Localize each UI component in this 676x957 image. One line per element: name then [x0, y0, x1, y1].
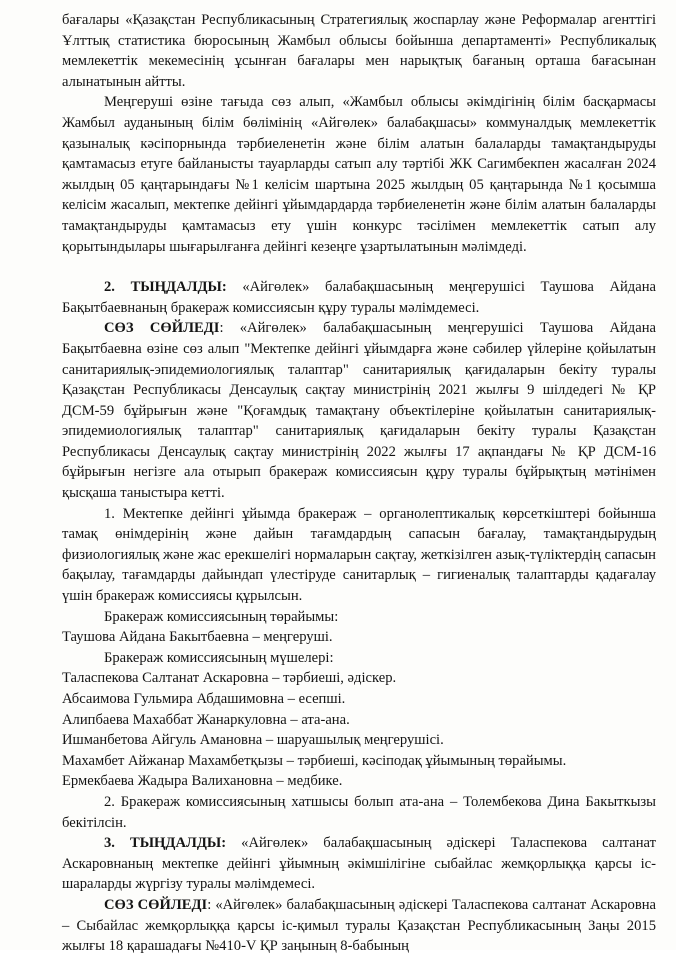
section-3-spoke	[62, 895, 656, 957]
section-2-heard	[62, 277, 656, 318]
member-line: Ишманбетова Айгуль Амановна – шаруашылық меңгерушісі.	[62, 732, 444, 749]
section-spacer	[62, 257, 656, 277]
member-line: Алипбаева Махаббат Жанаркуловна – ата-ана.	[62, 711, 350, 728]
member-line: Ермекбаева Жадыра Валихановна – медбике.	[62, 773, 343, 790]
member-line: Абсаимова Гульмира Абдашимовна – есепші.	[62, 691, 346, 707]
section-3-spoke-label: СӨЗ СӨЙЛЕДІ	[104, 896, 208, 913]
decision-item-2: 2. Бракераж комиссиясының хатшысы болып ата-ана – Толембекова Дина Бакыткызы бекітілсін.	[62, 793, 656, 831]
section-3-heard-label: 3. ТЫҢДАЛДЫ:	[104, 835, 227, 852]
commission-chair-name: Таушова Айдана Бакытбаевна – меңгеруші.	[62, 629, 333, 646]
section-3-heard	[62, 833, 656, 895]
commission-members-heading: Бракераж комиссиясының мүшелері:	[104, 649, 334, 666]
document-body	[62, 10, 656, 957]
section-2-heard-label: 2. ТЫҢДАЛДЫ:	[104, 279, 227, 296]
section-2-heard-text: «Айгөлек» балабақшасының меңгерушісі Таушова Айдана Бақытбаевнаның бракераж комиссиясын құру туралы мәлімдемесі.	[62, 279, 656, 316]
section-2-spoke	[62, 318, 656, 503]
section-2-spoke-text: : «Айгөлек» балабақшасының меңгерушісі Таушова Айдана Бақытбаевна өзіне сөз алып "Мектепке дейінгі ұйымдарға және сәбилер үйлеріне қойылатын санитариялық-эпидемиологиялық талаптар" санитариялық қағидаларын бекіту туралы Қазақстан Республикасы Денсаулық сақтау министрінің 2021 жылғы 9 шілдедегі № ҚР ДСМ-59 бұйрығын және "Қоғамдық тамақтану объектілеріне қойылатын санитариялық-эпидемиологиялық талаптар" санитариялық қағидаларын бекіту туралы Қазақстан Республикасы Денсаулық сақтау министрінің 2022 жылғы 17 ақпандағы № ҚР ДСМ-16 бұйрығын негізге ала отырып бракераж комиссиясын құру туралы бұйрықтың мәтінімен қысқаша таныстыра кетті.	[62, 320, 656, 502]
commission-chair-heading: Бракераж комиссиясының төрайымы:	[104, 608, 339, 625]
section-3-heard-text: «Айгөлек» балабақшасының әдіскері Таласпекова салтанат Аскаровнаның мектепке дейінгі ұйымның әкімшілігіне сыбайлас жемқорлыққа қарсы іс-шараларды жүргізу туралы мәлімдемесі.	[62, 835, 656, 893]
paragraph-prices: бағалары «Қазақстан Республикасының Стратегиялық жоспарлау және Реформалар агенттігі Ұлттық статистика бюросының Жамбыл облысы бойынша департаменті» Республикалық мемлекеттік мекемесінің ұсынған бағалары мен нарықтық бағаның орташа бағасынан алынатынын айтты.	[62, 12, 656, 90]
paragraph-manager-statement: Меңгеруші өзіне тағыда сөз алып, «Жамбыл облысы әкімдігінің білім басқармасы Жамбыл ауданының білім бөлімінің «Айгөлек» балабақшасы» коммуналдық мемлекеттік қазыналық кәсіпорнында тәрбиеленетін және білім алатын балаларды тамақтандыруды қамтамасыз етуге байланысты тауарларды сатып алу тәртібі ЖК Сагимбекпен жасалған 2024 жылдың 05 қаңтарындағы №1 келісім шартына 2025 жылдың 05 қаңтарында №1 қосымша келісім жасалып, мектепке дейінгі ұйымдардарда тәрбиеленетін және білім алатын балаларды тамақтандыруды қамтамасыз ету үшін конкурс тәсілімен мемлекеттік сатып алу қорытындылары шығарылғанға дейінгі кезеңге ұзартылатынын мәлімдеді.	[62, 94, 656, 255]
member-line: Махамбет Айжанар Махамбетқызы – тәрбиеші, кәсіподақ ұйымының төрайымы.	[62, 752, 567, 769]
decision-item-1: 1. Мектепке дейінгі ұйымда бракераж – органолептикалық көрсеткіштері бойынша тамақ өнімдерінің және дайын тағамдардың сапасын бағалау, тамақтандырудың физиологиялық және жас ерекшелігі нормаларын сақтау, жеткізілген азық-түліктердің сапасын бақылау, тағамдарды дайындап үлестіруде санитарлық – гигиеналық талаптарды қадағалау үшін бракераж комиссиясы құрылсын.	[62, 505, 656, 605]
member-line: Таласпекова Салтанат Аскаровна – тәрбиеші, әдіскер.	[62, 670, 397, 687]
section-3-spoke-text: : «Айгөлек» балабақшасының әдіскері Таласпекова салтанат Аскаровна – Сыбайлас жемқорлыққа қарсы іс-қимыл туралы Қазақстан Республикасының Заңы 2015 жылғы 18 қарашадағы №410-V ҚР заңының 8-бабының	[62, 896, 656, 955]
section-2-spoke-label: СӨЗ СӨЙЛЕДІ	[104, 320, 220, 337]
